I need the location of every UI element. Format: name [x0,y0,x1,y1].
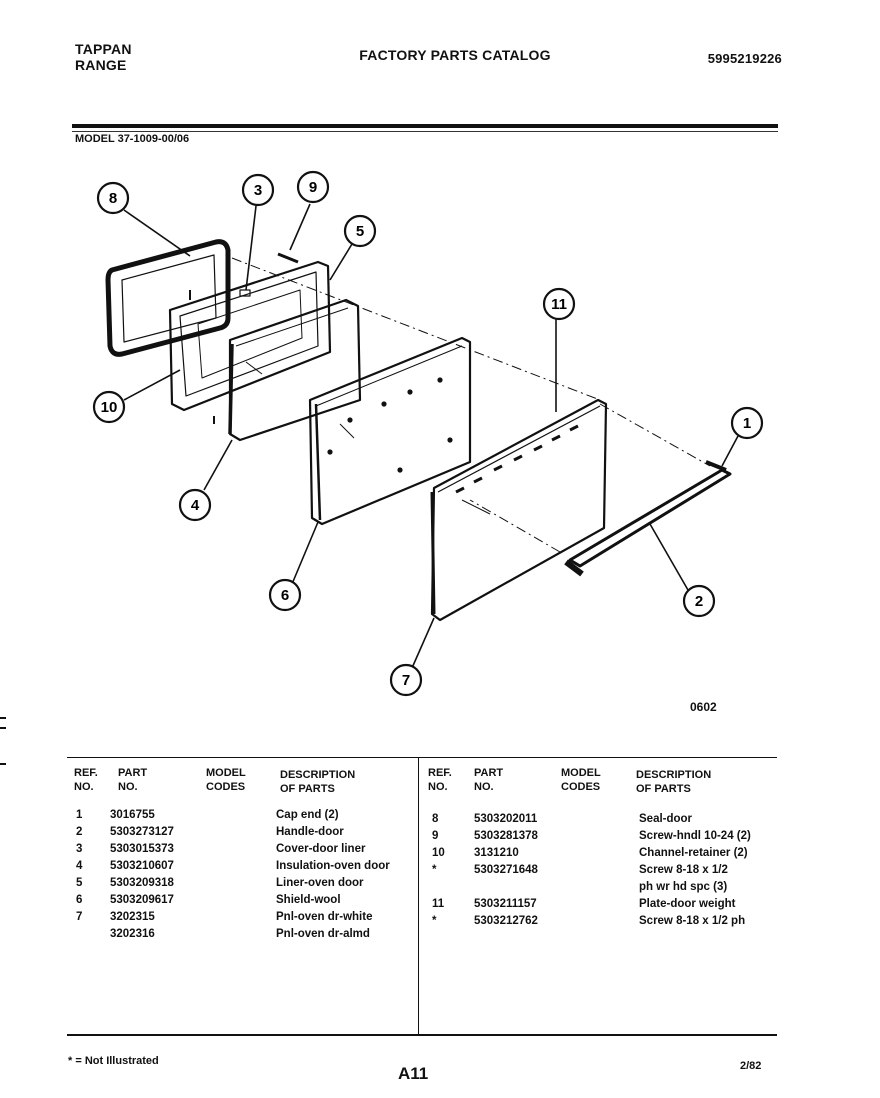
table-cell-ref: 3 [76,843,83,855]
header-part-no-right [474,766,503,794]
table-cell-part: 3202315 [110,911,155,923]
header-model-codes [206,766,246,794]
svg-text:2: 2 [694,593,704,610]
left-desc-column [276,807,390,943]
table-cell-part: 5303202011 [474,813,538,825]
table-cell-part: 3016755 [110,809,155,821]
table-cell-ref: 4 [76,860,83,872]
header-part-line2: NO. [474,781,494,793]
table-cell-desc: Screw 8-18 x 1/2 [639,864,728,876]
svg-text:5: 5 [355,223,365,240]
svg-text:1: 1 [742,415,752,432]
table-cell-part: 5303015373 [110,843,174,855]
table-cell-desc: Screw-hndl 10-24 (2) [639,830,751,842]
table-cell-part: 5303210607 [110,860,174,872]
page-id: A11 [398,1064,429,1083]
part-outer-door-panel [432,400,606,620]
callout-11 [544,289,574,319]
header-desc-line2: OF PARTS [280,783,335,795]
svg-text:10: 10 [100,399,118,416]
svg-text:3: 3 [253,182,263,199]
header-model-line1: MODEL [206,767,246,779]
svg-text:7: 7 [401,672,411,689]
header-ref-line2: NO. [74,781,94,793]
callout-4 [180,490,210,520]
callout-3 [243,175,273,205]
header-description [280,768,355,796]
model-label: MODEL 37-1009-00/06 [75,133,190,145]
table-cell-ref: 11 [432,898,445,910]
callout-1 [732,408,762,438]
brand-line-1: TAPPAN [75,41,132,57]
header-part-line2: NO. [118,781,138,793]
table-cell-ref: 10 [432,847,445,859]
edge-mark [0,717,6,719]
table-cell-ref: 5 [76,877,83,889]
table-cell-desc: Cover-door liner [276,843,366,855]
table-cell-part [474,879,538,896]
callout-5 [345,216,375,246]
header-ref-no [74,766,98,794]
table-cell-ref: 1 [76,809,83,821]
table-cell-desc: Plate-door weight [639,898,736,910]
header-desc-line2: OF PARTS [636,783,691,795]
header-ref-no-right [428,766,452,794]
table-cell-ref: 2 [76,826,83,838]
table-cell-ref: 7 [76,911,83,923]
exploded-door-diagram [0,150,880,710]
table-cell-desc: Shield-wool [276,894,341,906]
leader-lines [124,204,738,668]
header-ref-line1: REF. [428,767,452,779]
callout-2 [684,586,714,616]
brand-line-2: RANGE [75,57,127,73]
table-cell-part: 5303273127 [110,826,174,838]
callout-10 [94,392,124,422]
header-rule-thin [72,131,778,132]
table-cell-desc: Seal-door [639,813,693,825]
left-part-column [110,807,174,943]
figure-code: 0602 [690,700,717,714]
svg-text:4: 4 [190,497,200,514]
table-cell-ref: 6 [76,894,83,906]
right-desc-column [639,811,751,930]
svg-text:8: 8 [108,190,118,207]
edge-mark [0,763,6,765]
header-rule-thick [72,124,778,128]
table-cell-ref: * [432,864,437,876]
table-cell-ref: * [432,915,437,927]
header-model-codes-right [561,766,601,794]
part-screw-handle [278,254,298,262]
edge-mark [0,727,6,729]
table-cell-desc: Screw 8-18 x 1/2 ph [639,915,746,927]
table-cell-desc: Cap end (2) [276,809,339,821]
callout-6 [270,580,300,610]
table-divider [418,757,419,1035]
table-cell-part: 5303271648 [474,864,538,876]
header-part-line1: PART [118,767,148,779]
not-illustrated-note: * = Not Illustrated [68,1055,159,1067]
table-cell-part: 5303281378 [474,830,538,842]
table-top-rule [67,757,777,758]
left-ref-column [76,807,82,943]
brand-block [75,41,195,73]
callout-7 [391,665,421,695]
catalog-title: FACTORY PARTS CATALOG [359,47,551,63]
catalog-number: 5995219226 [707,51,782,66]
table-cell-part: 5303212762 [474,915,538,927]
table-cell-part: 5303211157 [474,898,537,910]
right-ref-column [432,811,445,930]
header-desc-line1: DESCRIPTION [636,769,712,781]
table-cell-part: 5303209318 [110,877,174,889]
table-cell-desc: Channel-retainer (2) [639,847,748,859]
table-cell-desc: Pnl-oven dr-white [276,911,373,923]
table-cell-part: 3202316 [110,928,155,940]
table-cell-ref [432,879,445,896]
table-cell-ref: 9 [432,830,439,842]
table-cell-desc: Insulation-oven door [276,860,390,872]
table-cell-part: 3131210 [474,847,519,859]
svg-text:6: 6 [280,587,290,604]
table-cell-desc: Liner-oven door [276,877,364,889]
header-part-no [118,766,147,794]
part-liner-oven-door [230,300,360,440]
header-model-line2: CODES [561,781,601,793]
table-cell-ref [76,926,82,943]
table-cell-part: 5303209617 [110,894,174,906]
svg-text:11: 11 [551,296,567,313]
header-ref-line1: REF. [74,767,98,779]
table-cell-desc: ph wr hd spc (3) [639,881,728,893]
callout-8 [98,183,128,213]
table-cell-desc: Handle-door [276,826,344,838]
table-cell-desc: Pnl-oven dr-almd [276,928,370,940]
header-ref-line2: NO. [428,781,448,793]
part-cover-door-liner [170,262,330,424]
header-model-line2: CODES [206,781,246,793]
header-model-line1: MODEL [561,767,601,779]
svg-text:9: 9 [308,179,318,196]
header-desc-line1: DESCRIPTION [280,769,356,781]
part-handle-door [566,462,730,574]
table-bottom-rule [67,1034,777,1036]
catalog-date: 2/82 [740,1060,762,1072]
part-shield-wool [310,338,470,524]
header-description-right [636,768,711,796]
header-part-line1: PART [474,767,504,779]
table-cell-ref: 8 [432,813,439,825]
right-part-column [474,811,538,930]
callout-9 [298,172,328,202]
